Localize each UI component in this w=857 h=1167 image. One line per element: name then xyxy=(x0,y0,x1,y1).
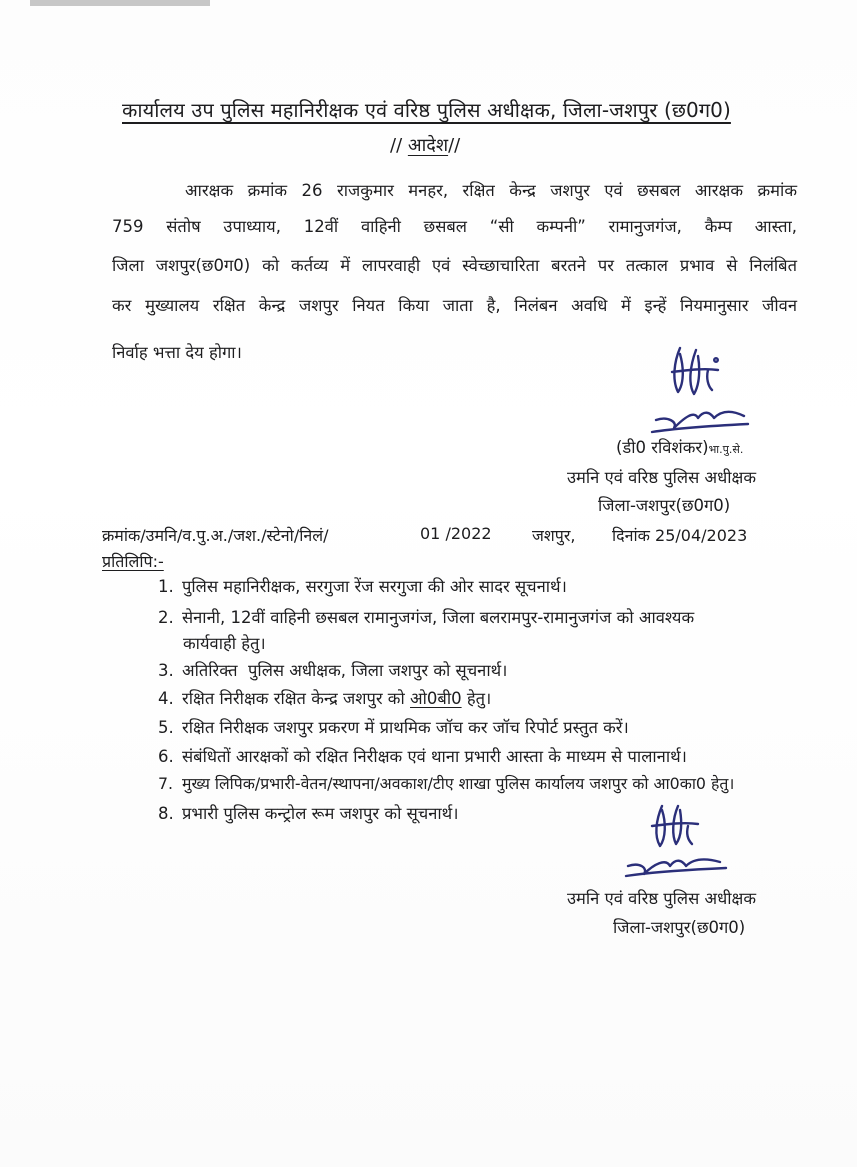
signatory-name-line xyxy=(616,435,743,458)
copy-item-1: 1. पुलिस महानिरीक्षक, सरगुजा रेंज सरगुजा की ओर सादर सूचनार्थ। xyxy=(158,577,567,596)
signatory-service: भा.पु.से. xyxy=(708,443,744,456)
order-title-word: आदेश xyxy=(407,135,449,156)
handwritten-signature-1 xyxy=(648,340,758,435)
copy-item-3: 3. अतिरिक्त पुलिस अधीक्षक, जिला जशपुर को सूचनार्थ। xyxy=(158,661,508,680)
copy-item-6: 6. संबंधितों आरक्षकों को रक्षित निरीक्षक एवं थाना प्रभारी आस्ता के माध्यम से पालानार्थ। xyxy=(158,747,687,766)
copy-item-8: 8. प्रभारी पुलिस कन्ट्रोल रूम जशपुर को सूचनार्थ। xyxy=(158,804,459,823)
copy-to-label: प्रतिलिपि:- xyxy=(102,552,164,571)
order-title xyxy=(390,133,460,157)
signatory-name: (डी0 रविशंकर) xyxy=(616,438,709,457)
signatory-district: जिला-जशपुर(छ0ग0) xyxy=(598,496,731,515)
copy-item-4: 4. रक्षित निरीक्षक रक्षित केन्द्र जशपुर को ओ0बी0 हेतु। xyxy=(158,689,492,708)
office-heading: कार्यालय उप पुलिस महानिरीक्षक एवं वरिष्ठ पुलिस अधीक्षक, जिला-जशपुर (छ0ग0) xyxy=(122,98,731,122)
signatory-2-district: जिला-जशपुर(छ0ग0) xyxy=(613,918,746,937)
reference-place: जशपुर, xyxy=(532,526,576,545)
order-body-line-1: आरक्षक क्रमांक 26 राजकुमार मनहर, रक्षित केन्द्र जशपुर एवं छसबल आरक्षक क्रमांक xyxy=(185,181,797,200)
order-body-line-4: कर मुख्यालय रक्षित केन्द्र जशपुर नियत किया जाता है, निलंबन अवधि में इन्हें नियमानुसार जीवन xyxy=(112,296,797,315)
ob-abbreviation: ओ0बी0 xyxy=(410,689,462,708)
copy-item-2-continuation: कार्यवाही हेतु। xyxy=(183,634,266,653)
copy-item-7: 7. मुख्य लिपिक/प्रभारी-वेतन/स्थापना/अवकाश/टीए शाखा पुलिस कार्यालय जशपुर को आ0का0 हेतु। xyxy=(158,774,735,793)
signatory-designation: उमनि एवं वरिष्ठ पुलिस अधीक्षक xyxy=(567,468,757,487)
order-title-right: // xyxy=(448,135,461,156)
scan-artifact xyxy=(30,0,210,6)
signatory-2-designation: उमनि एवं वरिष्ठ पुलिस अधीक्षक xyxy=(567,889,757,908)
reference-date: दिनांक 25/04/2023 xyxy=(612,526,748,545)
copy-item-2: 2. सेनानी, 12वीं वाहिनी छसबल रामानुजगंज, जिला बलरामपुर-रामानुजगंज को आवश्यक xyxy=(158,608,695,627)
copy-item-5: 5. रक्षित निरीक्षक जशपुर प्रकरण में प्राथमिक जॉच कर जॉच रिपोर्ट प्रस्तुत करें। xyxy=(158,718,629,737)
reference-number: 01 /2022 xyxy=(420,524,492,543)
reference-number-prefix: क्रमांक/उमनि/व.पु.अ./जश./स्टेनो/निलं/ xyxy=(102,526,329,545)
order-title-left: // xyxy=(390,135,403,156)
order-body-line-3: जिला जशपुर(छ0ग0) को कर्तव्य में लापरवाही एवं स्वेच्छाचारिता बरतने पर तत्काल प्रभाव से निलंबित xyxy=(112,256,797,275)
handwritten-signature-2 xyxy=(622,800,732,880)
order-body-line-5: निर्वाह भत्ता देय होगा। xyxy=(112,343,242,362)
order-body-line-2: 759 संतोष उपाध्याय, 12वीं वाहिनी छसबल “सी कम्पनी” रामानुजगंज, कैम्प आस्ता, xyxy=(112,217,797,236)
